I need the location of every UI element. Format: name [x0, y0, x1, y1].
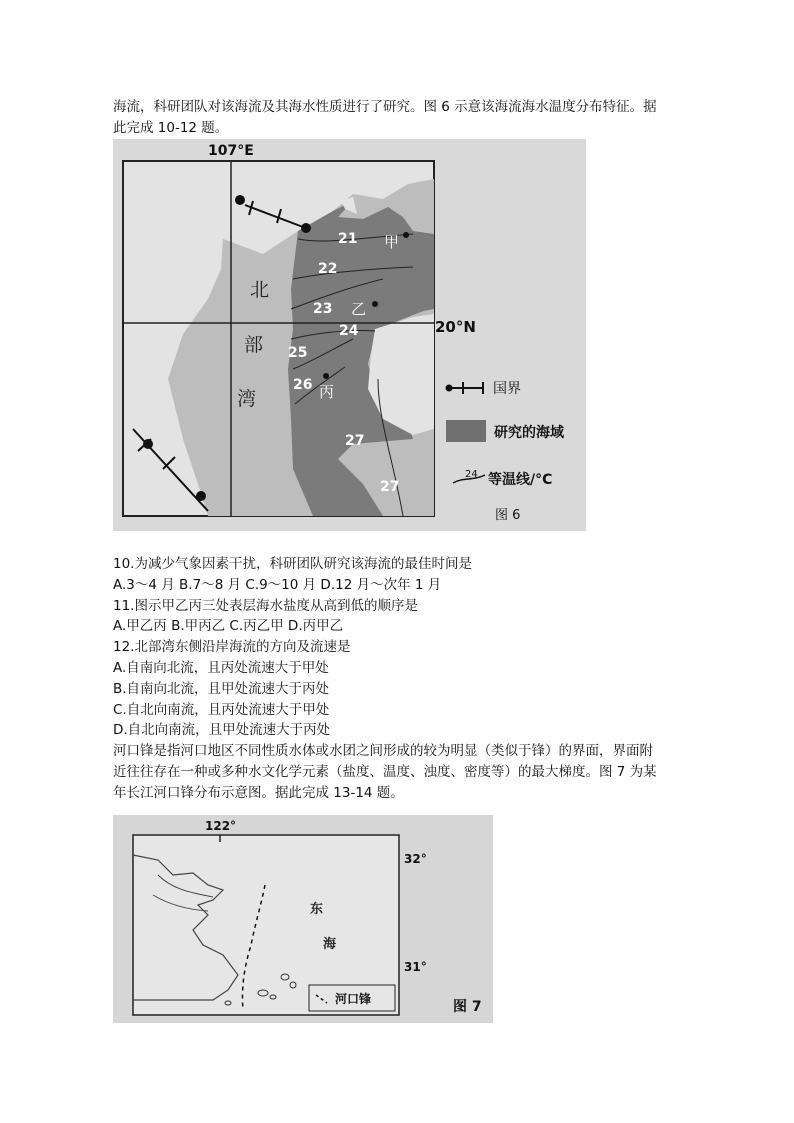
isotherm-22: 22	[318, 261, 338, 277]
q12-option-b: B.自南向北流，且甲处流速大于丙处	[113, 680, 330, 697]
legend-isotherm	[453, 469, 552, 488]
isotherm-27b: 27	[380, 479, 400, 495]
figure-6-map	[113, 139, 586, 531]
q12-stem: 12.北部湾东侧沿岸海流的方向及流速是	[113, 639, 351, 656]
region-char-bei: 北	[250, 279, 270, 301]
region-char-bu: 部	[244, 334, 264, 356]
legend-study-area	[446, 420, 565, 442]
isotherm-25: 25	[288, 345, 308, 361]
point-bing-label: 丙	[319, 383, 335, 401]
point-yi-label: 乙	[351, 300, 367, 318]
figure-7-svg	[113, 815, 493, 1023]
figure-7-map	[113, 815, 493, 1023]
latitude-label: 20°N	[435, 318, 476, 336]
sea-char-dong: 东	[310, 902, 324, 917]
q11-stem: 11.图示甲乙丙三处表层海水盐度从高到低的顺序是	[113, 597, 418, 614]
point-yi-dot	[372, 301, 378, 307]
legend-isotherm-value: 24	[465, 469, 478, 480]
para2-line-3: 年长江河口锋分布示意图。据此完成 13-14 题。	[113, 784, 404, 801]
figure-6-svg	[113, 139, 586, 531]
legend-border	[446, 381, 522, 397]
fig7-longitude-label: 122°	[205, 819, 237, 833]
q12-option-a: A.自南向北流，且丙处流速大于甲处	[113, 659, 329, 676]
region-char-wan: 湾	[237, 388, 257, 410]
point-jia-dot	[403, 232, 409, 238]
q10-stem: 10.为减少气象因素干扰，科研团队研究该海流的最佳时间是	[113, 556, 472, 572]
longitude-label: 107°E	[208, 143, 254, 159]
fig7-legend-label: 河口锋	[335, 992, 372, 1006]
q12-option-c: C.自北向南流，且丙处流速大于甲处	[113, 701, 330, 718]
point-jia-label: 甲	[384, 233, 400, 251]
peninsula-shadow	[363, 249, 434, 321]
isotherm-24: 24	[339, 323, 359, 339]
para2-line-2: 近往往存在一种或多种水文化学元素（盐度、温度、浊度、密度等）的最大梯度。图 7 为某	[113, 763, 657, 780]
intro-paragraph	[113, 97, 693, 138]
intro-line-2: 此完成 10-12 题。	[113, 119, 229, 136]
intro-line-1: 海流，科研团队对该海流及其海水性质进行了研究。图 6 示意该海流海水温度分布特征。据	[113, 99, 657, 115]
figure-6-caption: 图 6	[495, 508, 521, 523]
isotherm-21: 21	[338, 231, 358, 247]
fig7-lat-31: 31°	[404, 960, 427, 974]
point-bing-dot	[323, 373, 329, 379]
fig7-lat-32: 32°	[404, 852, 427, 866]
isotherm-27a: 27	[345, 433, 365, 449]
q12-option-d: D.自北向南流，且甲处流速大于丙处	[113, 722, 331, 739]
figure-7-caption: 图 7	[453, 999, 482, 1015]
isotherm-26: 26	[293, 377, 313, 393]
legend-isotherm-label: 等温线/°C	[488, 472, 553, 488]
para2-line-1: 河口锋是指河口地区不同性质水体或水团之间形成的较为明显（类似于锋）的界面，界面附	[113, 743, 653, 760]
q10-options: A.3～4 月 B.7～8 月 C.9～10 月 D.12 月～次年 1 月	[113, 576, 442, 593]
question-block	[113, 554, 693, 804]
legend-border-label: 国界	[493, 381, 521, 397]
q11-options: A.甲乙丙 B.甲丙乙 C.丙乙甲 D.丙甲乙	[113, 618, 344, 635]
isotherm-23: 23	[313, 301, 333, 317]
sea-char-hai: 海	[323, 937, 337, 952]
legend-study-area-label: 研究的海域	[494, 425, 564, 441]
